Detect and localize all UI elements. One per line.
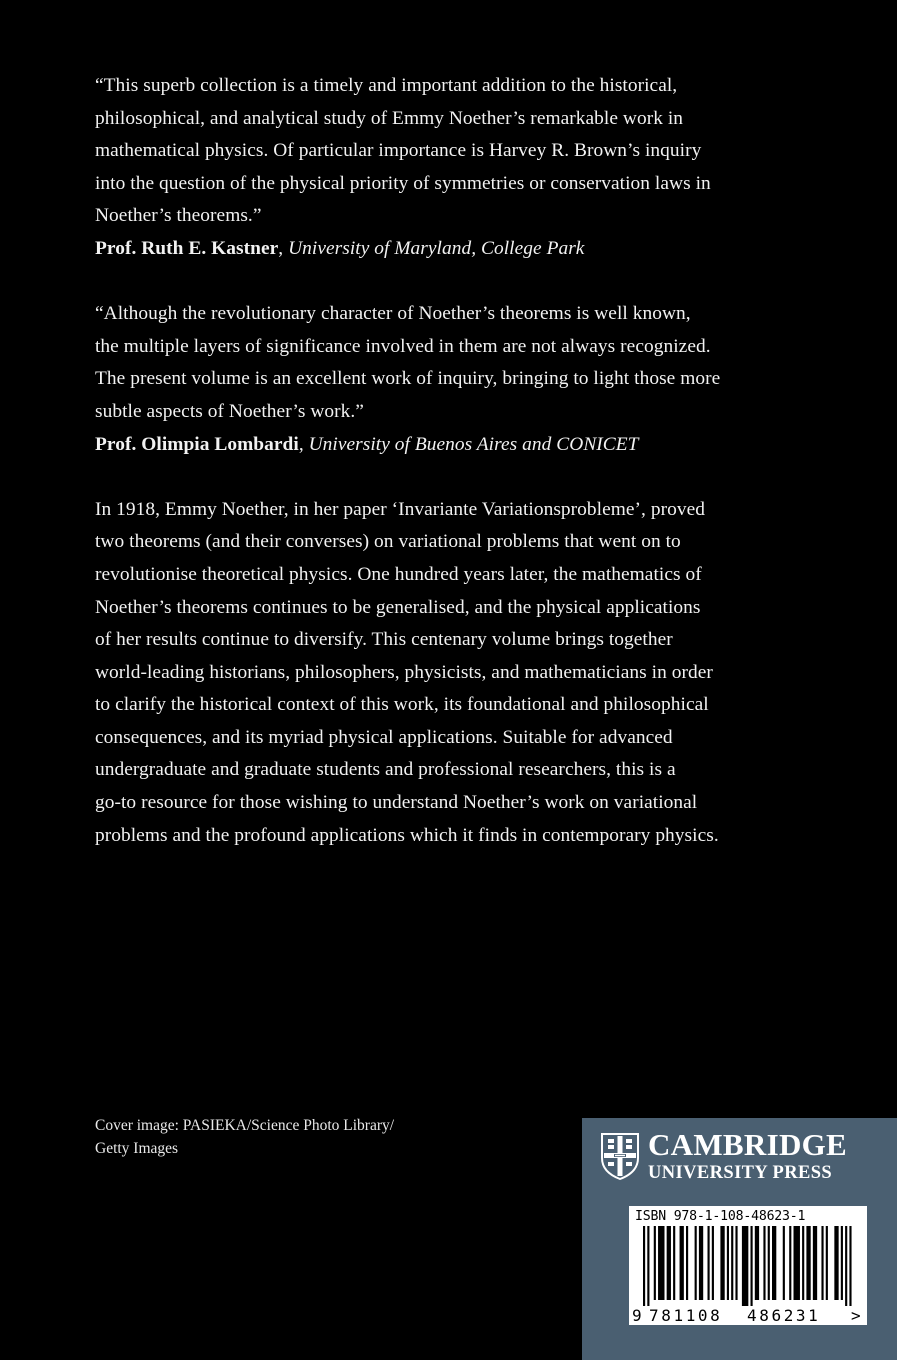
barcode-bar [789,1226,791,1300]
attribution-separator: , [298,433,309,455]
paragraph-gap [95,266,795,299]
barcode-bars [643,1226,852,1306]
barcode-bar [772,1226,776,1300]
barcode-bar [849,1226,851,1306]
cover-image-credit: Cover image: PASIEKA/Science Photo Library/ Getty Images [95,1117,395,1157]
book-description: In 1918, Emmy Noether, in her paper ‘Invariante Variationsprobleme’, proved two theorems (and their converses) on variational problems that went on to revolutionise theoretical physics. One hundred years later, the mathematics of Noether’s theorems continues to be generalised, and the physical applications of her results continue to diversify. This centenary volume brings together world-leading historians, philosophers, physicists, and mathematicians in order to clarify the historical context of this work, its foundational and philosophical consequences, and its myriad physical applications. Suitable for advanced undergraduate and graduate students and professional researchers, this is a go-to resource for those wishing to understand Noether’s work on variational problems and the profound applications which it finds in contemporary physics. [95,498,719,846]
barcode-bar [667,1226,671,1300]
barcode-bar [763,1226,765,1300]
isbn-label: ISBN 978-1-108-48623-1 [635,1209,806,1224]
barcode-bar [647,1226,649,1306]
endorsement-2 [95,298,795,461]
barcode-bar [783,1226,785,1300]
endorser-name: Prof. Ruth E. Kastner [95,237,279,259]
endorser-affiliation: University of Buenos Aires and CONICET [308,433,639,455]
barcode-bar [834,1226,838,1300]
barcode-bar [673,1226,675,1300]
barcode-bar [826,1226,828,1300]
barcode-left-digits: 781108 [649,1306,723,1325]
barcode-right-digits: 486231 [747,1306,821,1325]
endorser-name: Prof. Olimpia Lombardi [95,433,299,455]
barcode-bar [742,1226,748,1306]
isbn-barcode [629,1206,867,1325]
paragraph-gap [95,461,795,494]
barcode-bar [802,1226,804,1300]
endorsement-attribution [95,429,795,462]
endorsement-quote: “This superb collection is a timely and important addition to the historical, philosophical, and analytical study of Emmy Noether’s remarkable work in mathematical physics. Of particular importance is Harvey R. Brown’s inquiry into the question of the physical priority of symmetries or conservation laws in Noether’s theorems.” [95,75,711,227]
barcode-bar [821,1226,823,1300]
barcode-bar [813,1226,817,1300]
barcode-bar [735,1226,737,1300]
barcode-bar [841,1226,843,1300]
barcode-bar [727,1226,729,1300]
barcode-bar [695,1226,697,1300]
barcode-bar [806,1226,810,1300]
endorsement-1 [95,70,795,266]
endorsement-quote: “Although the revolutionary character of Noether’s theorems is well known, the multiple layers of significance involved in them are not always recognized. The present volume is an excellent work of inquiry, bringing to light those more subtle aspects of Noether’s work.” [95,303,721,422]
barcode-bar [751,1226,753,1306]
endorser-affiliation: University of Maryland, College Park [288,237,585,259]
publisher-subtitle: UNIVERSITY PRESS [648,1163,833,1183]
barcode-graphic [629,1206,867,1325]
barcode-bar [658,1226,664,1300]
barcode-bar [686,1226,688,1300]
barcode-bar [720,1226,724,1300]
barcode-bar [654,1226,656,1300]
barcode-bar [755,1226,759,1300]
barcode-bar [731,1226,733,1300]
barcode-quiet-mark: > [851,1306,861,1325]
barcode-bar [699,1226,703,1300]
barcode-bar [712,1226,714,1300]
barcode-bar [680,1226,684,1300]
barcode-bar [794,1226,800,1300]
cambridge-crest-icon [600,1132,640,1180]
barcode-bar [845,1226,847,1306]
barcode-lead-digit: 9 [632,1306,642,1325]
publisher-name: CAMBRIDGE [648,1127,848,1162]
endorsement-attribution [95,233,795,266]
attribution-separator: , [278,237,289,259]
barcode-bar [643,1226,645,1306]
barcode-bar [708,1226,710,1300]
barcode-bar [768,1226,770,1300]
back-cover-text [95,70,795,852]
